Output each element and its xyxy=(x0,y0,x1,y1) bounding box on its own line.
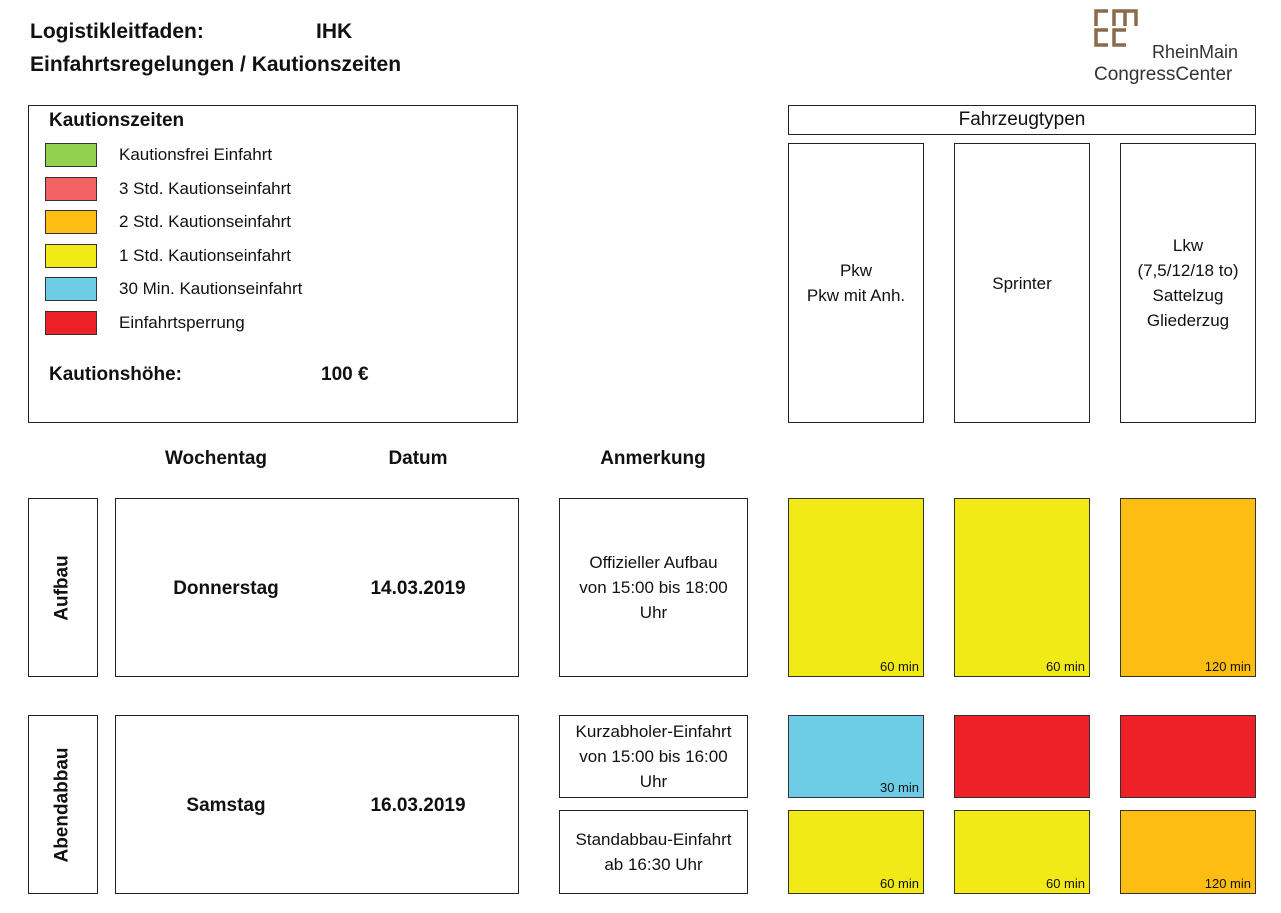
vehicle-type-3 xyxy=(1120,143,1256,423)
vehicle-type-line: Pkw xyxy=(839,261,873,280)
phase-name: Aufbau xyxy=(52,554,73,621)
column-date: Datum xyxy=(388,448,448,469)
deposit-minutes: 60 min xyxy=(879,876,919,891)
legend-label: 3 Std. Kautionseinfahrt xyxy=(119,178,292,198)
legend-label: 1 Std. Kautionseinfahrt xyxy=(119,245,292,265)
phase-info-box xyxy=(115,498,519,677)
phase-name: Abendabbau xyxy=(52,746,73,863)
legend-title: Kautionszeiten xyxy=(49,110,185,131)
legend-swatch xyxy=(45,177,97,201)
phase-label-box xyxy=(28,498,98,677)
vehicle-type-2 xyxy=(954,143,1090,423)
logo-line-1: RheinMain xyxy=(1152,42,1239,62)
rmcc-logo-mark-icon xyxy=(1094,8,1138,48)
deposit-minutes: 60 min xyxy=(1045,659,1085,674)
legend-label: 30 Min. Kautionseinfahrt xyxy=(119,279,303,298)
note-box xyxy=(559,810,748,894)
vehicle-type-line: Gliederzug xyxy=(1146,311,1230,330)
weekday: Samstag xyxy=(186,794,266,816)
legend-box xyxy=(28,105,518,423)
date: 16.03.2019 xyxy=(370,794,466,816)
deposit-label: Kautionshöhe: xyxy=(49,364,182,385)
event-name: IHK xyxy=(316,20,353,43)
deposit-cell xyxy=(1120,810,1256,894)
note-line: Offizieller Aufbau xyxy=(589,553,718,572)
deposit-minutes: 120 min xyxy=(1204,876,1251,891)
deposit-minutes: 30 min xyxy=(879,780,919,795)
legend-item xyxy=(45,210,291,234)
note-line: von 15:00 bis 18:00 xyxy=(579,578,728,597)
deposit-cell xyxy=(1120,715,1256,798)
legend-label: Einfahrtsperrung xyxy=(119,312,245,332)
vehicle-types-header: Fahrzeugtypen xyxy=(788,105,1256,135)
deposit-cell xyxy=(788,810,924,894)
weekday: Donnerstag xyxy=(173,577,279,599)
legend-item xyxy=(45,143,272,167)
vehicle-type-line: Lkw xyxy=(1172,236,1204,255)
vehicle-type-line: Sprinter xyxy=(992,273,1052,293)
legend-item xyxy=(45,177,291,201)
legend-swatch xyxy=(45,311,97,335)
note-box xyxy=(559,498,748,677)
legend-swatch xyxy=(45,210,97,234)
column-note: Anmerkung xyxy=(600,448,706,469)
deposit-cell xyxy=(1120,498,1256,677)
legend-label: 2 Std. Kautionseinfahrt xyxy=(119,212,292,231)
note-line: von 15:00 bis 16:00 xyxy=(579,747,728,766)
deposit-cell xyxy=(788,715,924,798)
vehicle-type-1 xyxy=(788,143,924,423)
vehicle-type-line: Pkw mit Anh. xyxy=(806,286,906,305)
vehicle-type-line: (7,5/12/18 to) xyxy=(1137,261,1239,280)
deposit-cell xyxy=(954,715,1090,798)
legend-swatch xyxy=(45,244,97,268)
title-label: Logistikleitfaden: xyxy=(30,20,204,43)
legend-item xyxy=(45,277,302,301)
deposit-cell xyxy=(788,498,924,677)
deposit-cell xyxy=(954,498,1090,677)
phase-label-box xyxy=(28,715,98,894)
legend-swatch xyxy=(45,277,97,301)
deposit-value: 100 € xyxy=(321,364,369,385)
legend-item xyxy=(45,311,245,335)
note-line: ab 16:30 Uhr xyxy=(604,855,703,874)
deposit-minutes: 120 min xyxy=(1204,659,1251,674)
note-box xyxy=(559,715,748,798)
date: 14.03.2019 xyxy=(370,577,466,599)
note-line: Uhr xyxy=(639,603,668,622)
deposit-minutes: 60 min xyxy=(1045,876,1085,891)
column-weekday: Wochentag xyxy=(164,448,268,469)
deposit-minutes: 60 min xyxy=(879,659,919,674)
page-subtitle: Einfahrtsregelungen / Kautionszeiten xyxy=(30,53,402,76)
phase-info-box xyxy=(115,715,519,894)
vehicle-type-line: Sattelzug xyxy=(1152,286,1224,305)
legend-item xyxy=(45,244,291,268)
legend-swatch xyxy=(45,143,97,167)
note-line: Uhr xyxy=(639,772,668,791)
logo-line-2: CongressCenter xyxy=(1094,64,1233,85)
note-line: Kurzabholer-Einfahrt xyxy=(575,722,732,741)
deposit-cell xyxy=(954,810,1090,894)
rmcc-logo xyxy=(1092,8,1262,88)
note-line: Standabbau-Einfahrt xyxy=(575,830,732,849)
legend-label: Kautionsfrei Einfahrt xyxy=(119,145,273,164)
